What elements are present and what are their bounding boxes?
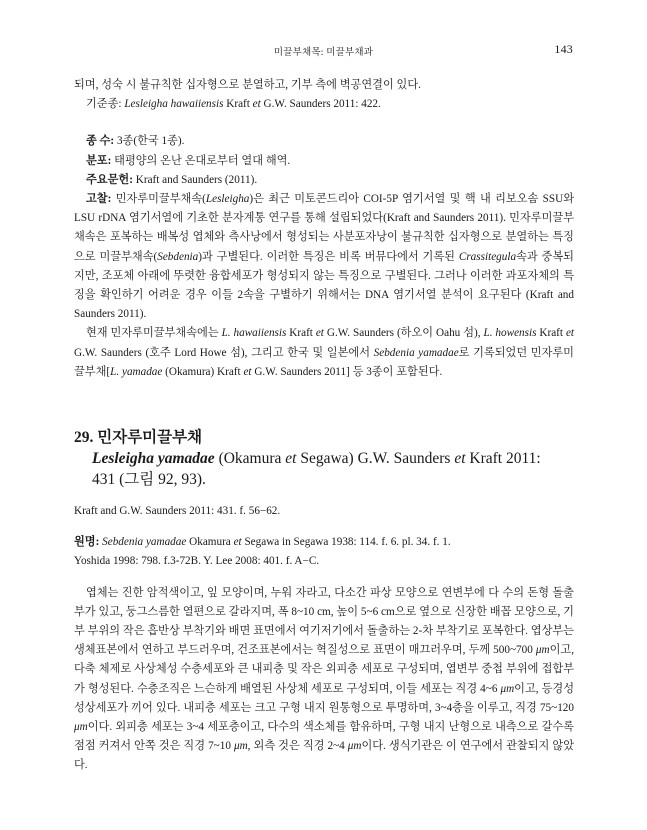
- remarks-text: Kraft: [539, 327, 563, 340]
- references: [74, 171, 574, 190]
- type-species-rest: G.W. Saunders 2011: 422.: [263, 98, 381, 111]
- species-author: Kraft 2011:: [469, 450, 541, 468]
- description-text: 이고, 등경성 성상세포가 끼어 있다. 내피층 세포는 크고 구형 내지 원통형으로 투명하며, 3~4층을 이루고, 직경 75~120: [74, 682, 575, 714]
- basionym-name: Sebdenia yamadae: [102, 536, 187, 549]
- species-page-ref: 431 (그림 92, 93).: [92, 471, 206, 489]
- remarks-text: G.W. Saunders (호주 Lord Howe 섬), 그리고 한국 및 일본에서: [74, 346, 371, 359]
- description-text: 이고, 다축 체제로 사상체성 수층세포와 큰 내피층 및 작은 외피층 세포로 구성되며, 엽변부 중첩 부위에 접합부가 형성된다. 수층조직은 느슨하게 배열된 사상체 세포로 구성되며, 이들 세포는 직경 4~6: [74, 644, 574, 695]
- page-number: 143: [554, 42, 573, 56]
- genus-name: Crassitegula: [458, 250, 517, 263]
- basionym-refs-text: Yoshida 1998: 798. f.3-72B. Y. Lee 2008: 401. f. A−C.: [74, 555, 320, 568]
- unit-um: μm: [74, 721, 88, 734]
- species-count: [74, 132, 574, 151]
- running-title: 미끌부채목: 미끌부채과: [273, 48, 374, 58]
- unit-um: μm: [347, 740, 362, 753]
- species-author: (Okamura: [218, 450, 282, 468]
- remarks-text: G.W. Saunders (하오이 Oahu 섬),: [326, 327, 481, 340]
- remarks-label: 고찰:: [86, 193, 112, 206]
- description-text: 이다. 외피층 세포는 3~4 세포층이고, 다수의 색소체를 함유하며, 구형 내지 난형으로 내측으로 갈수록 점점 커져서 안쪽 것은 직경 7~10: [74, 721, 574, 753]
- et-italic: et: [454, 450, 466, 468]
- species-count-label: 종 수:: [86, 135, 115, 148]
- et-italic: et: [233, 536, 242, 549]
- remarks-text: )은 최근 미토콘드리아 COI-5P 염기서열 및 핵 내 리보오솜 SSU와 LSU rDNA 염기서열에 기초한 분자계통 연구를 통해 설립되었다(Kraft and Saunders 2011). 민자루미끌부채속은 포복하는 배복성 엽체와 측사낭에서 형성되는 사분포자낭이 불규칙한 십자형으로 분열하는 특징으로 미끌부채속(: [74, 193, 575, 263]
- references-value: Kraft and Saunders (2011).: [135, 173, 258, 186]
- et-italic: et: [315, 327, 324, 340]
- remarks-text: 로 기록되었던 민자루미끌부채[: [74, 346, 574, 378]
- distribution-label: 분포:: [86, 154, 112, 167]
- species-name: L. howensis: [483, 327, 537, 340]
- body-text: [74, 76, 574, 776]
- species-korean-name: 민자루미끌부채: [97, 429, 203, 447]
- basionym-author: Okamura: [189, 536, 231, 549]
- unit-um: μm: [233, 740, 248, 753]
- type-label: 기준종:: [86, 98, 122, 111]
- unit-um: μm: [535, 644, 550, 657]
- remarks-text: 민자루미끌부채속(: [115, 193, 206, 206]
- species-count-value: 3종(한국 1종).: [116, 135, 185, 148]
- et-italic: et: [243, 365, 252, 378]
- citation-text: Kraft and G.W. Saunders 2011: 431. f. 56−62.: [74, 505, 281, 518]
- basionym-author: Segawa in Segawa 1938: 114. f. 6. pl. 34. f. 1.: [244, 536, 451, 549]
- et-italic: et: [565, 327, 575, 340]
- species-heading: [74, 428, 574, 448]
- description-text: 엽체는 진한 암적색이고, 잎 모양이며, 누워 자라고, 다소간 파상 모양으로 연변부에 다 수의 돈형 돌출부가 있고, 둥그스름한 열편으로 갈라지며, 폭 8~10 cm, 높이 5~6 cm으로 옆으로 신장한 배꼽 모양으로, 기부 부위의 작은 흡반상 부착기와 배면 표면에서 여기저기에서 돌출하는 2-차 부착기로 포복한다. 엽상부는 생체표본에서 연하고 부드러우며, 건조표본에서는 혁질성으로 표면이 매끄러우며, 두께 500~700: [74, 586, 574, 657]
- remarks-text: G.W. Saunders 2011] 등 3종이 포함된다.: [254, 365, 443, 378]
- species-name: Sebdenia yamadae: [373, 346, 459, 359]
- remarks-paragraph-1: [74, 190, 574, 324]
- remarks-text: 현재 민자루미끌부채속에는: [86, 327, 219, 340]
- remarks-text: Kraft: [289, 327, 313, 340]
- intro-text: 되며, 성숙 시 불규칙한 십자형으로 분열하고, 기부 측에 벽공연결이 있다.: [74, 79, 421, 91]
- et-italic: et: [252, 98, 261, 111]
- distribution-value: 태평양의 온난 온대로부터 열대 해역.: [114, 154, 291, 167]
- description-text: , 외측 것은 직경 2~4: [247, 740, 345, 753]
- species-author: Segawa) G.W. Saunders: [300, 450, 451, 468]
- type-species-name: Lesleigha hawaiiensis: [124, 98, 224, 111]
- type-species: [74, 95, 574, 114]
- et-italic: et: [285, 450, 297, 468]
- references-label: 주요문헌:: [86, 173, 133, 186]
- description-text: 이다. 생식기관은 이 연구에서 관찰되지 않았다.: [74, 740, 574, 772]
- remarks-text: 속과 중복되지만, 조포체 아래에 뚜렷한 융합세포가 형성되지 않는 특징으로 구별된다. 그러나 이러한 과포자체의 특징을 확인하기 어려운 경우 이들 2속을 구별하기 위해서는 DNA 염기서열 분석이 요구된다 (Kraft and Saunders 2011).: [74, 250, 574, 321]
- unit-um: μm: [500, 682, 515, 695]
- species-number: 29.: [74, 429, 94, 447]
- distribution: [74, 152, 574, 171]
- type-species-author: Kraft: [226, 98, 250, 111]
- remarks-text: (Okamura) Kraft: [165, 365, 241, 378]
- species-name: L. hawaiiensis: [221, 327, 287, 340]
- intro-line: [74, 76, 574, 95]
- species-scientific-name: Lesleigha yamadae: [92, 450, 215, 468]
- basionym-label: 원명:: [74, 536, 100, 549]
- genus-name: Sebdenia: [157, 250, 199, 263]
- species-name: L. yamadae: [110, 365, 163, 378]
- description-paragraph: [74, 584, 574, 776]
- basionym-references: [74, 552, 574, 571]
- citation: [74, 502, 574, 521]
- genus-name: Lesleigha: [205, 193, 250, 206]
- remarks-paragraph-2: [74, 324, 574, 382]
- basionym: [74, 533, 574, 552]
- species-scientific-heading: [92, 448, 574, 490]
- remarks-text: )과 구별된다. 이러한 특징은 비록 버뮤다에서 기록된: [198, 250, 455, 263]
